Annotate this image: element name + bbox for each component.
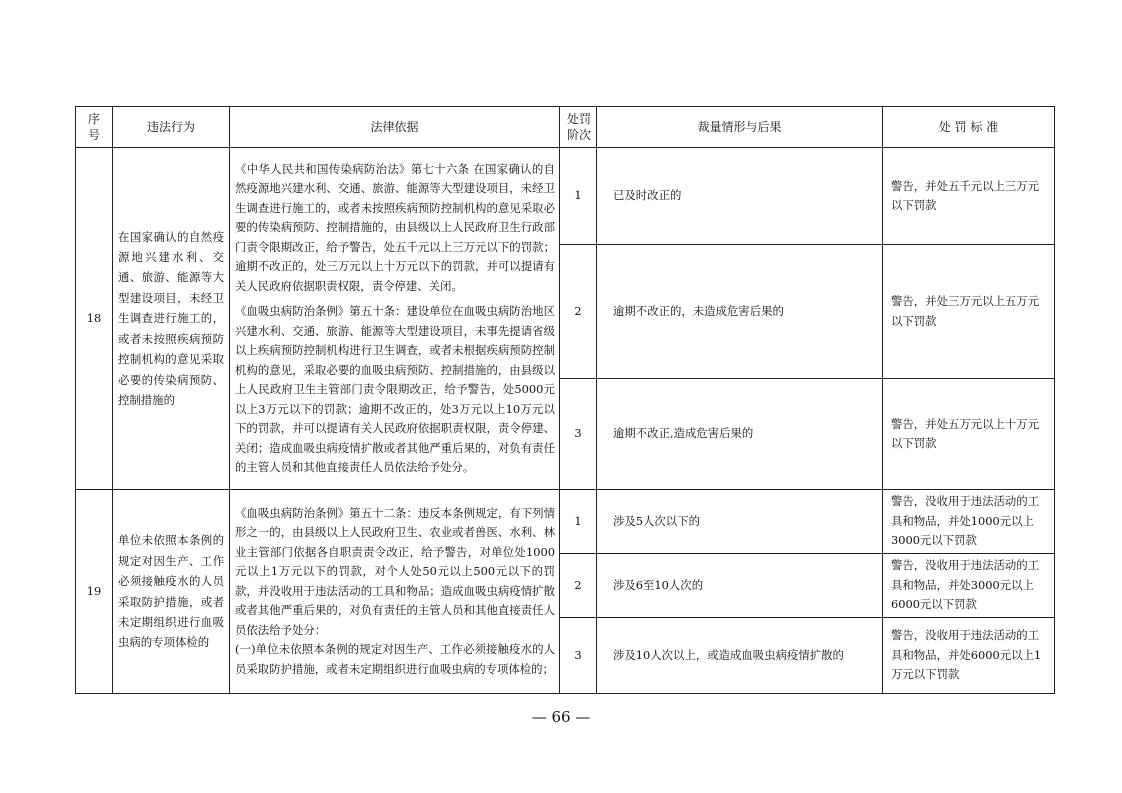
violation-text: 在国家确认的自然疫源地兴建水利、交通、旅游、能源等大型建设项目，未经卫生调查进行施工的，或者未按照疾病预防控制机构的意见采取必要的传染病预防、控制措施的: [113, 148, 230, 490]
penalty-level: 1: [560, 490, 597, 554]
discretion-condition: 逾期不改正,造成危害后果的: [597, 379, 883, 490]
header-act: 违法行为: [113, 107, 230, 148]
header-standard: 处 罚 标 准: [883, 107, 1055, 148]
discretion-condition: 涉及10人次以上，或造成血吸虫病疫情扩散的: [597, 618, 883, 694]
discretion-condition: 已及时改正的: [597, 148, 883, 245]
penalty-standard: 警告，没收用于违法活动的工具和物品，并处6000元以上1万元以下罚款: [883, 618, 1055, 694]
page-number: — 66 —: [531, 708, 591, 726]
penalty-standard: 警告，没收用于违法活动的工具和物品，并处3000元以上6000元以下罚款: [883, 554, 1055, 618]
penalty-level: 3: [560, 379, 597, 490]
legal-basis-paragraph: (一)单位未依照本条例的规定对因生产、工作必须接触疫水的人员采取防护措施，或者未定期组织进行血吸虫病的专项体检的；: [235, 642, 555, 676]
legal-basis-paragraph: 《中华人民共和国传染病防治法》第七十六条 在国家确认的自然疫源地兴建水利、交通、旅游、能源等大型建设项目，未经卫生调查进行施工的，或者未按照疾病预防控制机构的意见采取必要的传染病预防、控制措施的，由县级以上人民政府卫生行政部门责令限期改正，给予警告，处五千元以上三万元以下的罚款；逾期不改正的，处三万元以上十万元以下的罚款，并可以提请有关人民政府依据职责权限，责令停建、关闭。: [235, 161, 555, 293]
table-header-row: [76, 107, 1055, 148]
table-row: [76, 148, 1055, 245]
penalty-level: 3: [560, 618, 597, 694]
penalty-standard: 警告，并处五千元以上三万元以下罚款: [883, 148, 1055, 245]
legal-basis-paragraph: 《血吸虫病防治条例》第五十条：建设单位在血吸虫病防治地区兴建水利、交通、旅游、能源等大型建设项目，未事先提请省级以上疾病预防控制机构进行卫生调查，或者未根据疾病预防控制机构的意见，采取必要的血吸虫病预防、控制措施的，由县级以上人民政府卫生主管部门责令限期改正，给予警告，处5000元以上3万元以下的罚款；逾期不改正的，处3万元以上10万元以下的罚款，并可以提请有关人民政府依据职责权限，责令停建、关闭；造成血吸虫病疫情扩散或者其他严重后果的，对负有责任的主管人员和其他直接责任人员依法给予处分。: [235, 304, 555, 474]
penalty-standard: 警告，并处五万元以上十万元以下罚款: [883, 379, 1055, 490]
row-number: 19: [76, 490, 113, 694]
penalty-table: [75, 106, 1055, 694]
penalty-level: 2: [560, 554, 597, 618]
header-no: 序号: [76, 107, 113, 148]
row-number: 18: [76, 148, 113, 490]
discretion-condition: 逾期不改正的，未造成危害后果的: [597, 245, 883, 379]
legal-basis-paragraph: 《血吸虫病防治条例》第五十二条：违反本条例规定，有下列情形之一的，由县级以上人民政府卫生、农业或者兽医、水利、林业主管部门依据各自职责责令改正，给予警告，对单位处1000元以上1万元以下的罚款，对个人处50元以上500元以下的罚款，并没收用于违法活动的工具和物品；造成血吸虫病疫情扩散或者其他严重后果的，对负有责任的主管人员和其他直接责任人员依法给予处分：: [235, 505, 555, 637]
penalty-level: 2: [560, 245, 597, 379]
violation-text: 单位未依照本条例的规定对因生产、工作必须接触疫水的人员采取防护措施，或者未定期组织进行血吸虫病的专项体检的: [113, 490, 230, 694]
discretion-condition: 涉及6至10人次的: [597, 554, 883, 618]
discretion-condition: 涉及5人次以下的: [597, 490, 883, 554]
penalty-standard: 警告，并处三万元以上五万元以下罚款: [883, 245, 1055, 379]
penalty-level: 1: [560, 148, 597, 245]
penalty-standard: 警告，没收用于违法活动的工具和物品，并处1000元以上3000元以下罚款: [883, 490, 1055, 554]
header-law: 法律依据: [230, 107, 560, 148]
header-condition: 裁量情形与后果: [597, 107, 883, 148]
header-level: 处罚阶次: [560, 107, 597, 148]
table-row: [76, 490, 1055, 554]
legal-basis: [230, 490, 560, 694]
legal-basis: [230, 148, 560, 490]
